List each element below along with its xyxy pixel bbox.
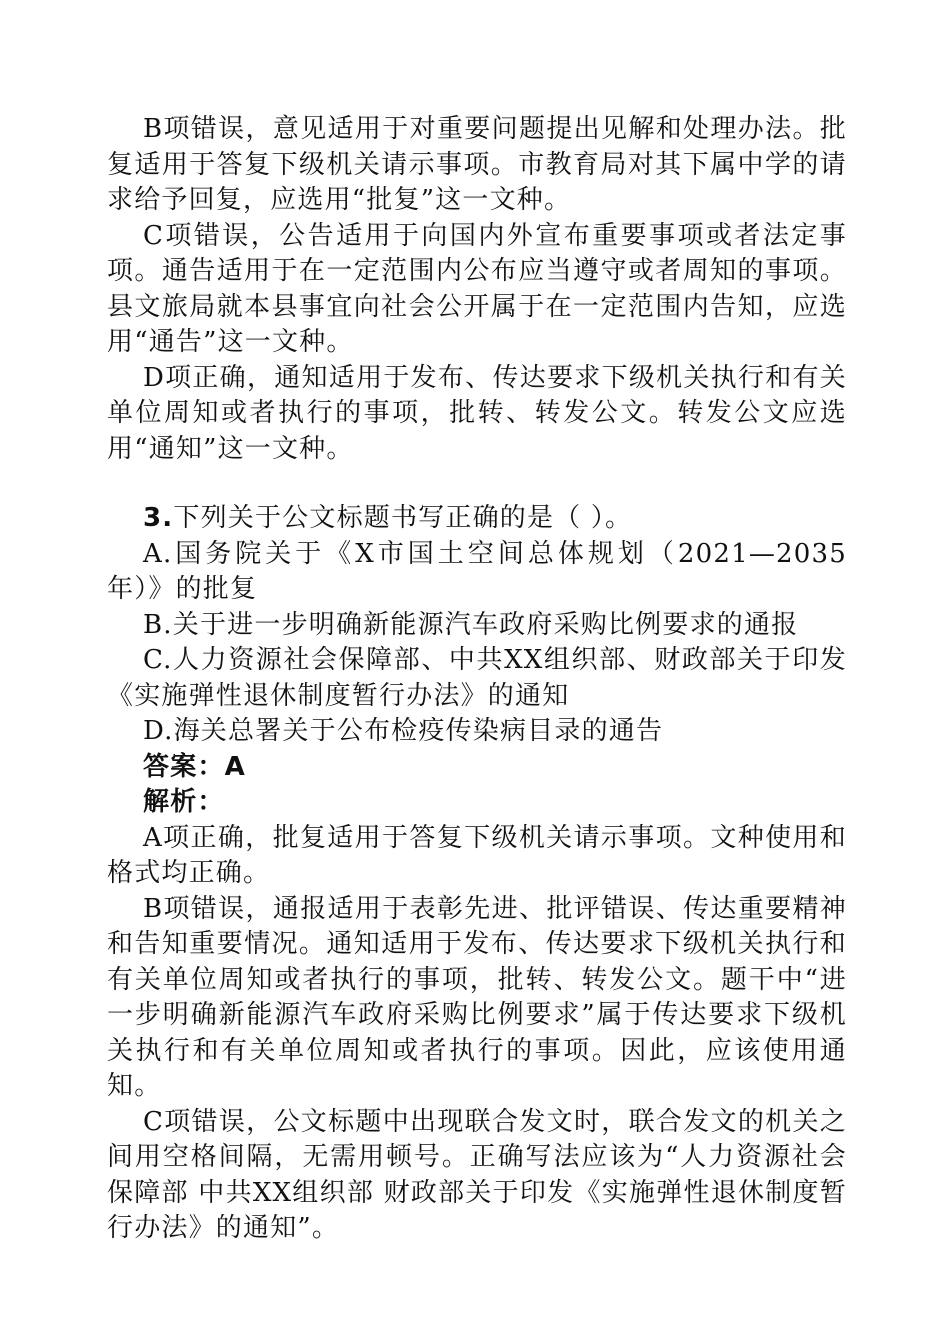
- option-d: D.海关总署关于公布检疫传染病目录的通告: [143, 716, 664, 746]
- question-number: 3.: [143, 503, 174, 533]
- answer-label: 答案：A: [143, 751, 246, 782]
- option-b: B.关于进一步明确新能源汽车政府采购比例要求的通报: [143, 609, 799, 640]
- document-page: [107, 112, 847, 1247]
- option-a: A.国务院关于《X市国土空间总体规划（2021—2035年）》的批复: [107, 538, 847, 604]
- paragraph-c-analysis-prev: C项错误，公告适用于向国内外宣布重要事项或者法定事项。通告适用于在一定范围内公布应当遵守或者周知的事项。县文旅局就本县事宜向社会公开属于在一定范围内告知，应选用“通告”这一文种。: [107, 220, 847, 357]
- paragraph-b-analysis-prev: B项错误，意见适用于对重要问题提出见解和处理办法。批复适用于答复下级机关请示事项。市教育局对其下属中学的请求给予回复，应选用“批复”这一文种。: [107, 114, 847, 215]
- analysis-c: C项错误，公文标题中出现联合发文时，联合发文的机关之间用空格间隔，无需用顿号。正确写法应该为“人力资源社会保障部 中共XX组织部 财政部关于印发《实施弹性退休制度暂行办法》的通知”。: [107, 1106, 847, 1243]
- question-heading: [107, 501, 847, 537]
- question-stem: 下列关于公文标题书写正确的是（ ）。: [173, 503, 633, 533]
- analysis-b: B项错误，通报适用于表彰先进、批评错误、传达重要精神和告知重要情况。通知适用于发布、传达要求下级机关执行和有关单位周知或者执行的事项，批转、转发公文。题干中“进一步明确新能源汽车政府采购比例要求”属于传达要求下级机关执行和有关单位周知或者执行的事项。因此，应该使用通知。: [107, 893, 847, 1101]
- paragraph-d-analysis-prev: D项正确，通知适用于发布、传达要求下级机关执行和有关单位周知或者执行的事项，批转、转发公文。转发公文应选用“通知”这一文种。: [107, 362, 847, 464]
- option-c: C.人力资源社会保障部、中共XX组织部、财政部关于印发《实施弹性退休制度暂行办法》的通知: [107, 645, 847, 711]
- section-gap: [107, 467, 847, 501]
- analysis-label: 解析：: [143, 787, 225, 817]
- analysis-a: A项正确，批复适用于答复下级机关请示事项。文种使用和格式均正确。: [107, 822, 847, 888]
